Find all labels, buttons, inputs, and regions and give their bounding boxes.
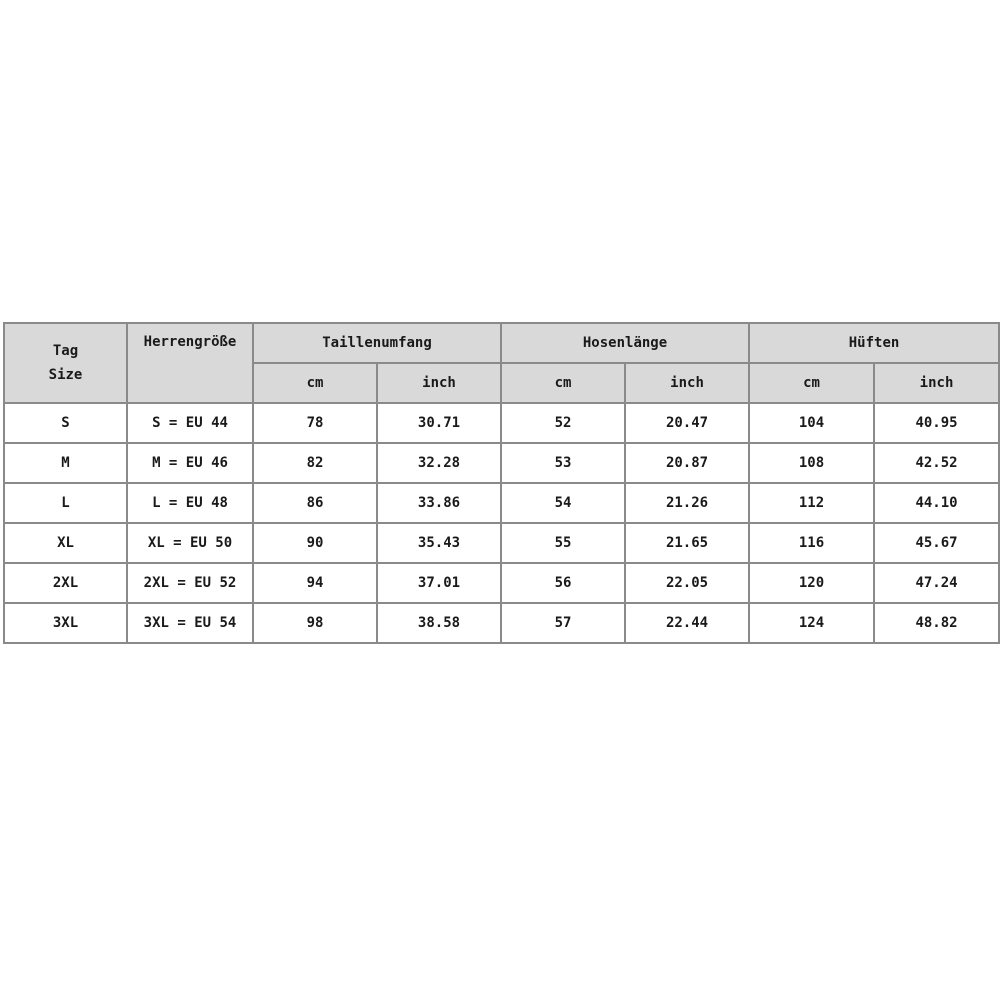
unit-header-cm: cm [501, 363, 625, 403]
hosenlaenge-inch-cell: 20.47 [625, 403, 749, 443]
herrengroesse-header: Herrengröße [127, 323, 253, 403]
taillenumfang-header: Taillenumfang [253, 323, 501, 363]
tag-size-header-line1: Tag [52, 343, 79, 359]
taillenumfang-inch-cell: 38.58 [377, 603, 501, 643]
hosenlaenge-inch-cell: 21.65 [625, 523, 749, 563]
taillenumfang-cm-cell: 98 [253, 603, 377, 643]
tag-size-cell: XL [4, 523, 127, 563]
tag-size-header-line2: Size [48, 367, 83, 383]
table-row [4, 443, 999, 483]
taillenumfang-cm-cell: 78 [253, 403, 377, 443]
hueften-cm-cell: 124 [749, 603, 874, 643]
taillenumfang-inch-cell: 33.86 [377, 483, 501, 523]
taillenumfang-cm-cell: 86 [253, 483, 377, 523]
herrengroesse-cell: 2XL = EU 52 [127, 563, 253, 603]
hosenlaenge-cm-cell: 52 [501, 403, 625, 443]
tag-size-cell: 2XL [4, 563, 127, 603]
hosenlaenge-cm-cell: 55 [501, 523, 625, 563]
hosenlaenge-inch-cell: 22.44 [625, 603, 749, 643]
size-chart-table [3, 322, 1000, 644]
hosenlaenge-inch-cell: 22.05 [625, 563, 749, 603]
taillenumfang-inch-cell: 35.43 [377, 523, 501, 563]
herrengroesse-cell: XL = EU 50 [127, 523, 253, 563]
hueften-inch-cell: 45.67 [874, 523, 999, 563]
herrengroesse-cell: S = EU 44 [127, 403, 253, 443]
hueften-inch-cell: 40.95 [874, 403, 999, 443]
hueften-header: Hüften [749, 323, 999, 363]
hosenlaenge-cm-cell: 56 [501, 563, 625, 603]
herrengroesse-cell: M = EU 46 [127, 443, 253, 483]
herrengroesse-cell: L = EU 48 [127, 483, 253, 523]
tag-size-cell: M [4, 443, 127, 483]
unit-header-cm: cm [253, 363, 377, 403]
hosenlaenge-cm-cell: 54 [501, 483, 625, 523]
taillenumfang-cm-cell: 82 [253, 443, 377, 483]
hueften-cm-cell: 104 [749, 403, 874, 443]
tag-size-cell: 3XL [4, 603, 127, 643]
table-row [4, 563, 999, 603]
table-row [4, 403, 999, 443]
hosenlaenge-cm-cell: 57 [501, 603, 625, 643]
hosenlaenge-inch-cell: 20.87 [625, 443, 749, 483]
unit-header-cm: cm [749, 363, 874, 403]
taillenumfang-cm-cell: 90 [253, 523, 377, 563]
hosenlaenge-cm-cell: 53 [501, 443, 625, 483]
hueften-cm-cell: 120 [749, 563, 874, 603]
tag-size-header [4, 323, 127, 403]
tag-size-cell: L [4, 483, 127, 523]
hosenlaenge-inch-cell: 21.26 [625, 483, 749, 523]
table-row [4, 483, 999, 523]
herrengroesse-cell: 3XL = EU 54 [127, 603, 253, 643]
taillenumfang-inch-cell: 32.28 [377, 443, 501, 483]
hueften-inch-cell: 48.82 [874, 603, 999, 643]
unit-header-inch: inch [377, 363, 501, 403]
taillenumfang-inch-cell: 30.71 [377, 403, 501, 443]
hueften-cm-cell: 112 [749, 483, 874, 523]
table-row [4, 603, 999, 643]
header-row-1 [4, 323, 999, 363]
unit-header-inch: inch [625, 363, 749, 403]
hueften-inch-cell: 44.10 [874, 483, 999, 523]
table-row [4, 523, 999, 563]
tag-size-cell: S [4, 403, 127, 443]
taillenumfang-cm-cell: 94 [253, 563, 377, 603]
unit-header-inch: inch [874, 363, 999, 403]
hosenlaenge-header: Hosenlänge [501, 323, 749, 363]
hueften-inch-cell: 47.24 [874, 563, 999, 603]
size-chart-body [4, 403, 999, 643]
hueften-cm-cell: 108 [749, 443, 874, 483]
hueften-inch-cell: 42.52 [874, 443, 999, 483]
taillenumfang-inch-cell: 37.01 [377, 563, 501, 603]
hueften-cm-cell: 116 [749, 523, 874, 563]
